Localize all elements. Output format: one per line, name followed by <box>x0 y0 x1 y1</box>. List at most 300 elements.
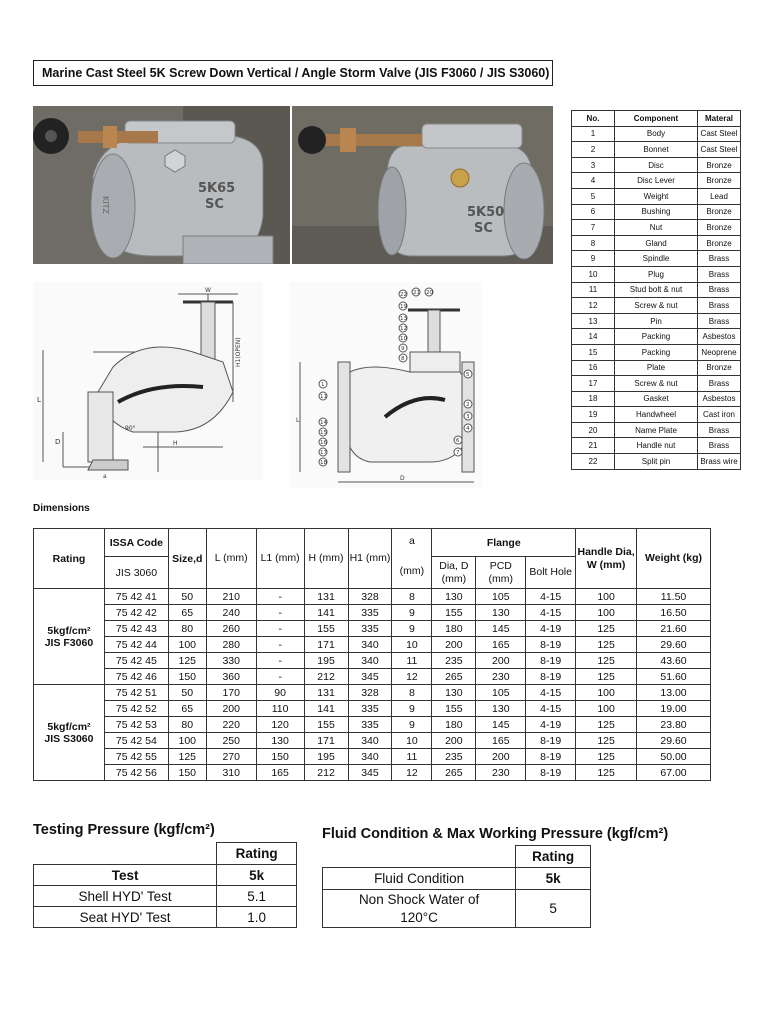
dimensions-cell-pcd: 130 <box>476 701 526 717</box>
dimensions-cell-h1: 335 <box>348 621 392 637</box>
dimensions-cell-l1: 120 <box>256 717 304 733</box>
component-cell-component: Weight <box>615 188 698 204</box>
component-row <box>572 282 741 298</box>
dimensions-cell-a: 11 <box>392 653 432 669</box>
dimensions-cell-issa: 75 42 53 <box>104 717 168 733</box>
drawing2-part-12: 12 <box>400 326 407 332</box>
dimensions-cell-h: 155 <box>304 717 348 733</box>
drawing2-label-d: D <box>400 475 405 482</box>
dimensions-cell-bolt: 4-19 <box>526 621 576 637</box>
drawing2-part-15: 15 <box>320 430 327 436</box>
dimensions-cell-l: 270 <box>206 749 256 765</box>
dimensions-cell-a: 12 <box>392 669 432 685</box>
component-cell-material: Lead <box>698 188 741 204</box>
dimensions-cell-size: 125 <box>168 653 206 669</box>
dimensions-cell-a: 10 <box>392 733 432 749</box>
header-weight: Weight (kg) <box>637 529 711 589</box>
dimensions-cell-bolt: 4-15 <box>526 685 576 701</box>
drawing2-part-1: 1 <box>321 382 325 388</box>
dimensions-cell-issa: 75 42 45 <box>104 653 168 669</box>
dimensions-cell-h: 195 <box>304 653 348 669</box>
component-row <box>572 126 741 142</box>
dimensions-row <box>34 701 711 717</box>
dimensions-cell-size: 125 <box>168 749 206 765</box>
dimensions-cell-dia: 265 <box>432 765 476 781</box>
dimensions-cell-bolt: 4-19 <box>526 717 576 733</box>
dimensions-cell-bolt: 4-15 <box>526 701 576 717</box>
dimensions-cell-handle: 125 <box>576 749 637 765</box>
component-row <box>572 391 741 407</box>
vertical-valve-technical-drawing <box>290 282 482 488</box>
component-cell-material: Brass wire <box>698 454 741 470</box>
dimensions-cell-handle: 100 <box>576 589 637 605</box>
drawing2-part-4: 4 <box>466 426 470 432</box>
dimensions-cell-issa: 75 42 55 <box>104 749 168 765</box>
component-cell-material: Brass <box>698 266 741 282</box>
dimensions-cell-pcd: 165 <box>476 637 526 653</box>
photo1-marking-line2: SC <box>205 197 224 212</box>
component-cell-no: 21 <box>572 438 615 454</box>
component-cell-material: Cast Steel <box>698 126 741 142</box>
valve-angle-illustration <box>33 106 290 264</box>
dimensions-cell-l: 360 <box>206 669 256 685</box>
dimensions-cell-l: 280 <box>206 637 256 653</box>
component-cell-component: Spindle <box>615 251 698 267</box>
component-row <box>572 251 741 267</box>
dimensions-cell-issa: 75 42 54 <box>104 733 168 749</box>
dimensions-cell-pcd: 200 <box>476 749 526 765</box>
component-table-body <box>572 126 741 469</box>
dimensions-cell-pcd: 165 <box>476 733 526 749</box>
dimensions-cell-bolt: 8-19 <box>526 669 576 685</box>
drawing1-label-angle: 90° <box>125 425 136 432</box>
photo2-marking-line1: 5K50 <box>467 205 505 220</box>
dimensions-cell-h1: 345 <box>348 765 392 781</box>
component-cell-material: Brass <box>698 251 741 267</box>
dimensions-cell-size: 80 <box>168 621 206 637</box>
component-cell-material: Neoprene <box>698 344 741 360</box>
component-cell-material: Asbestos <box>698 329 741 345</box>
drawing2-part-11: 11 <box>320 394 327 400</box>
valve-photo-angle <box>33 106 290 264</box>
component-cell-component: Handwheel <box>615 407 698 423</box>
dimensions-cell-dia: 235 <box>432 653 476 669</box>
dimensions-cell-dia: 180 <box>432 621 476 637</box>
header-size: Size,d <box>168 529 206 589</box>
drawing2-part-5: 5 <box>466 372 470 378</box>
component-cell-component: Split pin <box>615 454 698 470</box>
drawing2-part-9: 9 <box>401 346 405 352</box>
dimensions-cell-bolt: 4-15 <box>526 605 576 621</box>
valve-photo-vertical <box>292 106 553 264</box>
valve-vertical-illustration <box>292 106 553 264</box>
dimensions-cell-l1: - <box>256 621 304 637</box>
dimensions-cell-dia: 180 <box>432 717 476 733</box>
component-row <box>572 360 741 376</box>
component-cell-no: 4 <box>572 173 615 189</box>
dimensions-cell-handle: 100 <box>576 685 637 701</box>
testing-row <box>34 907 297 928</box>
dimensions-cell-l1: - <box>256 669 304 685</box>
dimensions-cell-h1: 340 <box>348 637 392 653</box>
dimensions-table-body <box>34 589 711 781</box>
component-cell-no: 6 <box>572 204 615 220</box>
component-cell-no: 11 <box>572 282 615 298</box>
dimensions-cell-dia: 130 <box>432 685 476 701</box>
dimensions-cell-a: 11 <box>392 749 432 765</box>
dimensions-cell-l1: - <box>256 653 304 669</box>
header-a-unit: (mm) <box>399 565 425 577</box>
dimensions-cell-h1: 340 <box>348 749 392 765</box>
fluid-rating-header: Rating <box>516 846 591 868</box>
drawing1-label-h1: H1(OPEN) <box>235 337 242 367</box>
dimensions-cell-bolt: 8-19 <box>526 637 576 653</box>
photo1-marking-line1: 5K65 <box>198 181 236 196</box>
component-cell-no: 1 <box>572 126 615 142</box>
component-cell-no: 7 <box>572 220 615 236</box>
component-cell-material: Brass <box>698 298 741 314</box>
header-l: L (mm) <box>206 529 256 589</box>
dimensions-cell-issa: 75 42 44 <box>104 637 168 653</box>
dimensions-cell-l: 210 <box>206 589 256 605</box>
header-pcd: PCD (mm) <box>476 557 526 589</box>
dimensions-cell-weight: 67.00 <box>637 765 711 781</box>
dimensions-row <box>34 605 711 621</box>
dimensions-cell-weight: 50.00 <box>637 749 711 765</box>
component-cell-material: Brass <box>698 376 741 392</box>
dimensions-label: Dimensions <box>33 503 90 514</box>
dimensions-cell-size: 150 <box>168 669 206 685</box>
component-row <box>572 313 741 329</box>
fluid-col-5k: 5k <box>516 868 591 890</box>
dimensions-cell-issa: 75 42 51 <box>104 685 168 701</box>
dimensions-cell-dia: 200 <box>432 733 476 749</box>
vertical-valve-drawing <box>290 282 482 488</box>
testing-pressure-title: Testing Pressure (kgf/cm²) <box>33 822 215 838</box>
component-cell-component: Packing <box>615 344 698 360</box>
dimensions-cell-handle: 125 <box>576 733 637 749</box>
component-row <box>572 376 741 392</box>
testing-row <box>34 886 297 907</box>
component-row <box>572 188 741 204</box>
dimensions-row <box>34 733 711 749</box>
dimensions-cell-issa: 75 42 56 <box>104 765 168 781</box>
drawing1-label-l: L <box>37 396 41 404</box>
dimensions-cell-size: 100 <box>168 637 206 653</box>
component-cell-material: Bronze <box>698 157 741 173</box>
drawing2-part-13: 13 <box>400 316 407 322</box>
dimensions-cell-bolt: 8-19 <box>526 653 576 669</box>
dimensions-cell-handle: 125 <box>576 621 637 637</box>
testing-shell-value: 5.1 <box>217 886 297 907</box>
dimensions-cell-a: 8 <box>392 589 432 605</box>
dimensions-cell-dia: 155 <box>432 701 476 717</box>
drawing2-part-10: 10 <box>400 336 407 342</box>
component-cell-no: 20 <box>572 422 615 438</box>
dimensions-cell-l: 330 <box>206 653 256 669</box>
component-cell-no: 5 <box>572 188 615 204</box>
dimensions-cell-handle: 125 <box>576 717 637 733</box>
component-table-header <box>572 111 741 127</box>
dimensions-table <box>33 528 711 781</box>
dimensions-cell-pcd: 105 <box>476 589 526 605</box>
header-handle: Handle Dia, W (mm) <box>576 529 637 589</box>
dimensions-cell-dia: 155 <box>432 605 476 621</box>
component-cell-component: Body <box>615 126 698 142</box>
component-row <box>572 422 741 438</box>
rating-group-pressure: 5kgf/cm² <box>47 624 91 637</box>
header-a: a <box>409 535 415 547</box>
drawing2-label-l: L <box>296 417 300 424</box>
dimensions-cell-a: 9 <box>392 605 432 621</box>
dimensions-cell-handle: 100 <box>576 701 637 717</box>
drawing2-part-16: 16 <box>320 440 327 446</box>
dimensions-cell-pcd: 230 <box>476 765 526 781</box>
component-row <box>572 344 741 360</box>
testing-empty-cell <box>34 843 217 865</box>
dimensions-cell-bolt: 8-19 <box>526 765 576 781</box>
dimensions-cell-l: 250 <box>206 733 256 749</box>
dimensions-cell-pcd: 145 <box>476 717 526 733</box>
component-cell-component: Screw & nut <box>615 376 698 392</box>
dimensions-cell-h: 195 <box>304 749 348 765</box>
component-row <box>572 157 741 173</box>
dimensions-cell-h: 131 <box>304 589 348 605</box>
dimensions-cell-weight: 29.60 <box>637 733 711 749</box>
dimensions-cell-handle: 125 <box>576 653 637 669</box>
testing-shell-label: Shell HYD' Test <box>34 886 217 907</box>
dimensions-cell-h1: 328 <box>348 685 392 701</box>
component-header-material: Materal <box>698 111 741 127</box>
dimensions-cell-pcd: 145 <box>476 621 526 637</box>
dimensions-cell-issa: 75 42 46 <box>104 669 168 685</box>
dimensions-cell-issa: 75 42 42 <box>104 605 168 621</box>
dimensions-cell-issa: 75 42 52 <box>104 701 168 717</box>
drawing2-part-19: 19 <box>400 304 407 310</box>
rating-group-cell <box>34 685 105 781</box>
dimensions-cell-size: 65 <box>168 701 206 717</box>
drawing2-part-14: 14 <box>320 420 327 426</box>
fluid-col-condition: Fluid Condition <box>323 868 516 890</box>
drawing1-label-d: D <box>55 438 61 446</box>
drawing2-part-20: 20 <box>426 290 433 296</box>
dimensions-cell-l1: 130 <box>256 733 304 749</box>
component-cell-no: 10 <box>572 266 615 282</box>
component-row <box>572 235 741 251</box>
dimensions-row <box>34 653 711 669</box>
dimensions-cell-l: 240 <box>206 605 256 621</box>
dimensions-cell-l: 260 <box>206 621 256 637</box>
component-cell-no: 2 <box>572 142 615 158</box>
component-cell-material: Brass <box>698 282 741 298</box>
header-a-cell <box>392 529 432 589</box>
dimensions-cell-l1: 165 <box>256 765 304 781</box>
component-row <box>572 298 741 314</box>
component-cell-material: Brass <box>698 438 741 454</box>
photo1-side-marking: KITZ <box>101 196 110 214</box>
rating-group-standard: JIS S3060 <box>44 732 94 745</box>
component-header-component: Component <box>615 111 698 127</box>
component-row <box>572 204 741 220</box>
drawing2-part-7: 7 <box>456 450 460 456</box>
drawing2-part-3: 3 <box>466 414 470 420</box>
dimensions-cell-weight: 21.60 <box>637 621 711 637</box>
dimensions-cell-pcd: 230 <box>476 669 526 685</box>
component-cell-no: 13 <box>572 313 615 329</box>
component-cell-component: Stud bolt & nut <box>615 282 698 298</box>
drawing2-part-8: 8 <box>401 356 405 362</box>
component-cell-component: Pin <box>615 313 698 329</box>
testing-rating-header: Rating <box>217 843 297 865</box>
dimensions-cell-dia: 235 <box>432 749 476 765</box>
component-row <box>572 407 741 423</box>
dimensions-cell-h1: 335 <box>348 605 392 621</box>
component-cell-component: Gland <box>615 235 698 251</box>
component-cell-no: 15 <box>572 344 615 360</box>
component-cell-no: 18 <box>572 391 615 407</box>
component-row <box>572 438 741 454</box>
fluid-empty-cell <box>323 846 516 868</box>
dimensions-cell-l: 310 <box>206 765 256 781</box>
component-cell-material: Asbestos <box>698 391 741 407</box>
component-cell-material: Cast iron <box>698 407 741 423</box>
dimensions-cell-l1: 150 <box>256 749 304 765</box>
dimensions-cell-h: 131 <box>304 685 348 701</box>
dimensions-cell-h1: 328 <box>348 589 392 605</box>
component-cell-material: Bronze <box>698 235 741 251</box>
component-cell-material: Bronze <box>698 360 741 376</box>
header-issa-code: ISSA Code <box>104 529 168 557</box>
dimensions-cell-a: 10 <box>392 637 432 653</box>
dimensions-cell-h: 171 <box>304 733 348 749</box>
fluid-condition-value: 5 <box>516 890 591 928</box>
testing-pressure-table <box>33 842 297 928</box>
dimensions-cell-h1: 340 <box>348 653 392 669</box>
drawing2-part-18: 18 <box>320 460 327 466</box>
dimensions-cell-handle: 125 <box>576 765 637 781</box>
dimensions-cell-l1: 110 <box>256 701 304 717</box>
dimensions-cell-size: 150 <box>168 765 206 781</box>
component-cell-no: 12 <box>572 298 615 314</box>
component-cell-component: Disc <box>615 157 698 173</box>
component-cell-material: Bronze <box>698 173 741 189</box>
header-rating: Rating <box>34 529 105 589</box>
dimensions-row <box>34 669 711 685</box>
dimensions-cell-size: 50 <box>168 589 206 605</box>
dimensions-cell-dia: 200 <box>432 637 476 653</box>
component-cell-no: 19 <box>572 407 615 423</box>
component-row <box>572 329 741 345</box>
drawing1-label-a: a <box>103 473 107 480</box>
component-cell-component: Nut <box>615 220 698 236</box>
dimensions-cell-a: 9 <box>392 621 432 637</box>
component-cell-no: 14 <box>572 329 615 345</box>
component-cell-component: Screw & nut <box>615 298 698 314</box>
component-cell-no: 3 <box>572 157 615 173</box>
component-cell-no: 17 <box>572 376 615 392</box>
header-bolt-hole: Bolt Hole <box>526 557 576 589</box>
dimensions-cell-l1: - <box>256 637 304 653</box>
component-cell-material: Bronze <box>698 204 741 220</box>
component-cell-component: Name Plate <box>615 422 698 438</box>
dimensions-cell-weight: 19.00 <box>637 701 711 717</box>
dimensions-cell-l: 220 <box>206 717 256 733</box>
dimensions-cell-bolt: 8-19 <box>526 749 576 765</box>
dimensions-cell-handle: 125 <box>576 669 637 685</box>
dimensions-cell-size: 65 <box>168 605 206 621</box>
component-cell-component: Disc Lever <box>615 173 698 189</box>
fluid-condition-title: Fluid Condition & Max Working Pressure (kgf/cm²) <box>322 826 669 842</box>
component-cell-component: Bushing <box>615 204 698 220</box>
component-cell-component: Packing <box>615 329 698 345</box>
dimensions-cell-pcd: 200 <box>476 653 526 669</box>
component-cell-material: Cast Steel <box>698 142 741 158</box>
dimensions-cell-a: 12 <box>392 765 432 781</box>
header-l1: L1 (mm) <box>256 529 304 589</box>
dimensions-cell-h: 155 <box>304 621 348 637</box>
component-cell-component: Plate <box>615 360 698 376</box>
testing-col-test: Test <box>34 865 217 886</box>
drawing2-part-21: 21 <box>413 290 420 296</box>
dimensions-row <box>34 637 711 653</box>
drawing2-part-17: 17 <box>320 450 327 456</box>
component-cell-no: 22 <box>572 454 615 470</box>
dimensions-row <box>34 685 711 701</box>
dimensions-cell-weight: 23.80 <box>637 717 711 733</box>
dimensions-cell-h: 141 <box>304 605 348 621</box>
component-row <box>572 173 741 189</box>
rating-group-pressure: 5kgf/cm² <box>47 720 91 733</box>
component-row <box>572 454 741 470</box>
dimensions-cell-size: 50 <box>168 685 206 701</box>
dimensions-cell-h: 212 <box>304 765 348 781</box>
component-cell-material: Brass <box>698 313 741 329</box>
dimensions-row <box>34 749 711 765</box>
dimensions-cell-l: 170 <box>206 685 256 701</box>
rating-group-cell <box>34 589 105 685</box>
component-cell-component: Plug <box>615 266 698 282</box>
component-cell-no: 16 <box>572 360 615 376</box>
dimensions-cell-dia: 265 <box>432 669 476 685</box>
dimensions-cell-handle: 100 <box>576 605 637 621</box>
drawing2-part-6: 6 <box>456 438 460 444</box>
dimensions-cell-h: 141 <box>304 701 348 717</box>
dimensions-cell-h1: 335 <box>348 701 392 717</box>
component-material-table <box>571 110 741 470</box>
component-header-no: No. <box>572 111 615 127</box>
header-dia-d: Dia, D (mm) <box>432 557 476 589</box>
component-cell-component: Bonnet <box>615 142 698 158</box>
angle-valve-drawing <box>33 282 263 480</box>
document-title: Marine Cast Steel 5K Screw Down Vertical / Angle Storm Valve (JIS F3060 / JIS S3060) <box>33 60 553 86</box>
drawing2-part-22: 22 <box>400 292 407 298</box>
drawing1-label-h: H <box>173 440 178 447</box>
component-cell-material: Brass <box>698 422 741 438</box>
dimensions-cell-weight: 51.60 <box>637 669 711 685</box>
dimensions-cell-weight: 16.50 <box>637 605 711 621</box>
dimensions-cell-issa: 75 42 41 <box>104 589 168 605</box>
dimensions-cell-handle: 125 <box>576 637 637 653</box>
dimensions-cell-size: 100 <box>168 733 206 749</box>
dimensions-cell-weight: 11.50 <box>637 589 711 605</box>
dimensions-cell-pcd: 130 <box>476 605 526 621</box>
dimensions-cell-a: 8 <box>392 685 432 701</box>
component-row <box>572 266 741 282</box>
rating-group-standard: JIS F3060 <box>44 636 94 649</box>
dimensions-cell-l1: 90 <box>256 685 304 701</box>
testing-col-5k: 5k <box>217 865 297 886</box>
component-cell-no: 9 <box>572 251 615 267</box>
